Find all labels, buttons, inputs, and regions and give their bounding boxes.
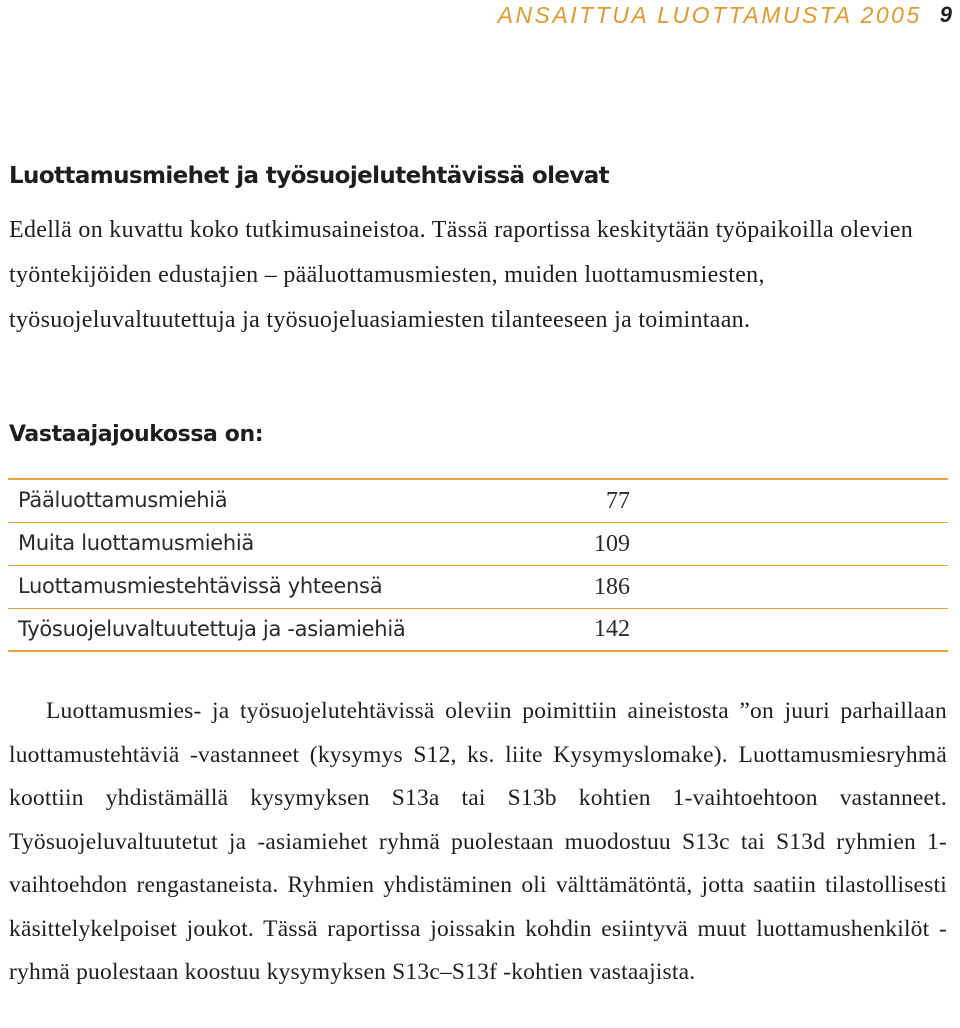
row-spacer <box>630 565 948 608</box>
respondents-heading: Vastaajajoukossa on: <box>9 422 264 447</box>
intro-paragraph: Edellä on kuvattu koko tutkimusaineistoa. Tässä raportissa keskitytään työpaikoilla olevien työntekijöiden edustajien – pääluottamusmiesten, muiden luottamusmiesten, työsuojeluvaltuutettuja ja työsuojeluasiamiesten tilanteeseen ja toimintaan. <box>9 217 914 333</box>
respondents-table <box>8 478 948 652</box>
row-label: Työsuojeluvaltuutettuja ja -asiamiehiä <box>8 608 558 651</box>
table-row <box>8 522 948 565</box>
row-label: Muita luottamusmiehiä <box>8 522 558 565</box>
running-title: ANSAITTUA LUOTTAMUSTA 2005 <box>497 1 922 28</box>
row-spacer <box>630 479 948 522</box>
table-row <box>8 565 948 608</box>
page-number: 9 <box>939 2 952 27</box>
row-value: 109 <box>558 522 630 565</box>
body-paragraph: Luottamusmies- ja työsuojelutehtävissä oleviin poimittiin aineistosta ”on juuri parhaillaan luottamustehtäviä -vastanneet (kysymys S12, ks. liite Kysymyslomake). Luottamusmiesryhmä koottiin yhdistämällä kysymyksen S13a tai S13b kohtien 1-vaihtoehtoon vastanneet. Työsuojeluvaltuutetut ja -asiamiehet ryhmä puolestaan muodostuu S13c tai S13d ryhmien 1-vaihtoehdon rengastaneista. Ryhmien yhdistäminen oli välttämätöntä, jotta saatiin tilastollisesti käsittelykelpoiset joukot. Tässä raportissa joissakin kohdin esiintyvä muut luottamushenkilöt -ryhmä puolestaan koostuu kysymyksen S13c–S13f -kohtien vastaajista. <box>9 698 947 985</box>
row-value: 142 <box>558 608 630 651</box>
row-label: Luottamusmiestehtävissä yhteensä <box>8 565 558 608</box>
row-value: 77 <box>558 479 630 522</box>
row-spacer <box>630 522 948 565</box>
section-heading: Luottamusmiehet ja työsuojelutehtävissä olevat <box>9 163 610 189</box>
table-row <box>8 479 948 522</box>
table-row <box>8 608 948 651</box>
running-header <box>498 0 952 30</box>
row-value: 186 <box>558 565 630 608</box>
row-label: Pääluottamusmiehiä <box>8 479 558 522</box>
row-spacer <box>630 608 948 651</box>
